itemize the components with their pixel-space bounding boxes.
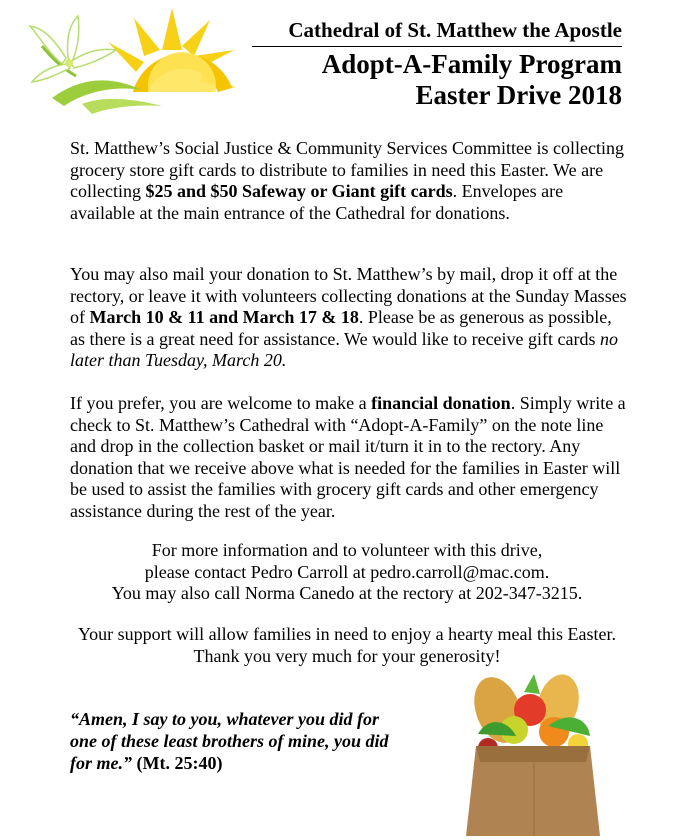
p3-bold: financial donation: [371, 393, 511, 413]
quote-text: “Amen, I say to you, whatever you did for one of these least brothers of mine, you did for me.”: [70, 709, 389, 773]
header: [252, 18, 622, 111]
paragraph-financial-donation: [70, 393, 630, 522]
p1-bold: $25 and $50 Safeway or Giant gift cards: [145, 181, 453, 201]
program-title: Adopt-A-Family Program: [321, 49, 622, 79]
contact-line-2: please contact Pedro Carroll at pedro.carroll@mac.com.: [144, 561, 550, 582]
closing-line-1: Your support will allow families in need to enjoy a hearty meal this Easter.: [77, 624, 617, 644]
p2-italic: no later than Tuesday, March 20.: [70, 328, 619, 370]
contact-line-1: For more information and to volunteer with this drive,: [151, 540, 543, 560]
paragraph-mail-donation: [70, 264, 630, 372]
p2-text-b: . Please be as generous as possible, as there is a great need for assistance. We would like to receive gift cards: [70, 307, 612, 349]
scripture-quote: [70, 708, 390, 774]
drive-title: Easter Drive 2018: [415, 80, 622, 110]
p2-text-a: You may also mail your donation to St. Matthew’s by mail, drop it off at the rectory, or leave it with volunteers collecting donations at the Sunday Masses of: [70, 264, 627, 327]
paper-bag-icon: [466, 746, 600, 836]
p1-text-a: St. Matthew’s Social Justice & Community Services Committee is collecting grocery store gift cards to distribute to families in need this Easter. We are collecting: [70, 138, 624, 201]
produce-icon: [466, 670, 590, 758]
quote-reference: (Mt. 25:40): [132, 753, 223, 773]
grocery-bag-icon: [458, 670, 608, 838]
p1-text-b: . Envelopes are available at the main entrance of the Cathedral for donations.: [70, 181, 564, 223]
paragraph-gift-cards: [70, 138, 630, 224]
contact-info: [40, 540, 654, 605]
contact-line-3: You may also call Norma Canedo at the rectory at 202-347-3215.: [111, 583, 583, 603]
org-name: Cathedral of St. Matthew the Apostle: [252, 18, 622, 47]
closing-line-2: Thank you very much for your generosity!: [193, 645, 501, 666]
p3-text-b: . Simply write a check to St. Matthew’s Cathedral with “Adopt-A-Family” on the note line and drop in the collection basket or mail it/turn it in to the rectory. Any donation that we receive above what is needed for the families in Easter will be used to assist the families with grocery gift cards and other emergency assistance during the rest of the year.: [70, 393, 626, 521]
p3-text-a: If you prefer, you are welcome to make a: [70, 393, 372, 413]
p2-bold: March 10 & 11 and March 17 & 18: [89, 307, 359, 327]
closing-message: [40, 624, 654, 667]
sun-lily-logo: [22, 6, 240, 118]
